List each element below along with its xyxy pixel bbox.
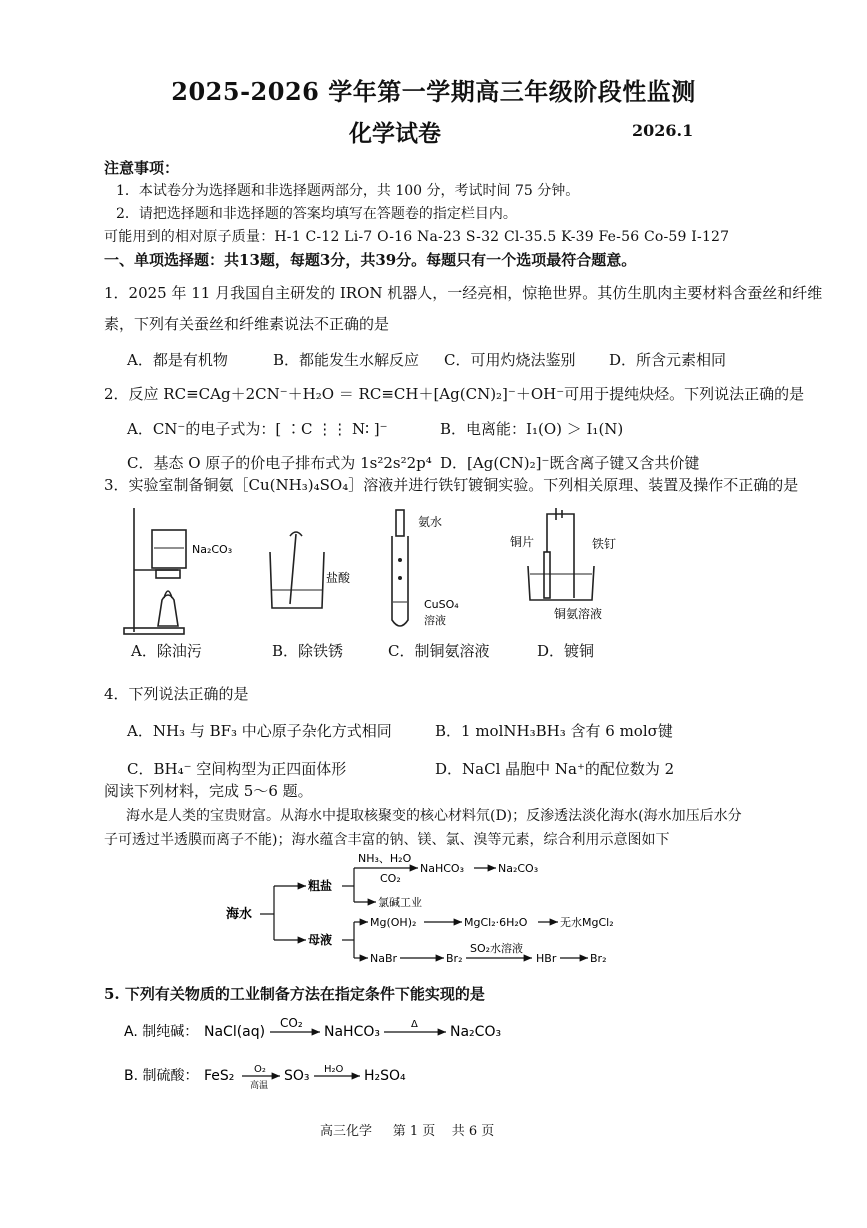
- q5-b-product: H₂SO₄: [364, 1068, 406, 1084]
- q5-a-intermediate: NaHCO₃: [324, 1024, 380, 1040]
- q5-b-label: B. 制硫酸：: [124, 1068, 199, 1084]
- q5-a-cond1: CO₂: [280, 1016, 303, 1030]
- reading-intro: 阅读下列材料，完成 5～6 题。: [104, 782, 313, 800]
- flow-anhydrous-mgcl2: 无水MgCl₂: [560, 916, 614, 929]
- q4-option-b[interactable]: B．1 molNH₃BH₃ 含有 6 molσ键: [435, 722, 673, 740]
- flow-seawater: 海水: [226, 907, 253, 922]
- atomic-masses: 可能用到的相对原子质量：H-1 C-12 Li-7 O-16 Na-23 S-32 Cl-35.5 K-39 Fe-56 Co-59 I-127: [104, 229, 730, 245]
- q1-option-d[interactable]: D．所含元素相同: [609, 351, 727, 369]
- note-item-2: 2．请把选择题和非选择题的答案均填写在答题卷的指定栏目内。: [116, 206, 517, 222]
- notes-heading: 注意事项：: [104, 159, 180, 177]
- section-heading: 一、单项选择题：共13题，每题3分，共39分。每题只有一个选项最符合题意。: [104, 251, 637, 269]
- label-ammonia: 氨水: [418, 515, 443, 529]
- footer-page: 第 1 页: [392, 1124, 436, 1139]
- q5-a-reactant: NaCl(aq): [204, 1024, 266, 1040]
- flow-chlor-alkali: 氯碱工业: [378, 896, 422, 909]
- q5-b-cond1: O₂: [254, 1064, 266, 1075]
- label-na2co3: Na₂CO₃: [192, 543, 233, 556]
- seawater-flow-diagram: [220, 850, 650, 975]
- q1-stem-line2: 素，下列有关蚕丝和纤维素说法不正确的是: [104, 315, 390, 333]
- page-title: 2025-2026 学年第一学期高三年级阶段性监测: [171, 77, 696, 106]
- flow-reagents: NH₃、H₂O: [358, 852, 412, 865]
- page-subtitle: 化学试卷: [349, 120, 441, 147]
- exam-date: 2026.1: [632, 121, 694, 140]
- q4-option-a[interactable]: A．NH₃ 与 BF₃ 中心原子杂化方式相同: [127, 722, 392, 740]
- flow-nabr: NaBr: [370, 952, 398, 965]
- q5-option-a[interactable]: [124, 1016, 501, 1040]
- flow-br2-b: Br₂: [590, 952, 607, 965]
- note-item-1: 1．本试卷分为选择题和非选择题两部分，共 100 分，考试时间 75 分钟。: [116, 183, 580, 199]
- footer-subject: 高三化学: [320, 1124, 373, 1139]
- q1-option-c[interactable]: C．可用灼烧法鉴别: [444, 351, 576, 369]
- q2-option-a[interactable]: A．CN⁻的电子式为：[ ∶C ⋮⋮ N∶ ]⁻: [127, 420, 388, 438]
- q5-a-product: Na₂CO₃: [450, 1024, 502, 1040]
- q5-options-equations: [124, 1012, 544, 1092]
- q3-stem: 3．实验室制备铜氨［Cu(NH₃)₄SO₄］溶液并进行铁钉镀铜实验。下列相关原理、装置及操作不正确的是: [104, 476, 799, 494]
- q5-a-cond2: Δ: [411, 1019, 418, 1030]
- q2-option-b[interactable]: B．电离能：I₁(O) ＞ I₁(N): [440, 420, 624, 438]
- label-hcl: 盐酸: [326, 571, 351, 585]
- flow-co2: CO₂: [380, 872, 401, 885]
- label-cuso4-solution: 溶液: [424, 614, 446, 627]
- flow-mgoh2: Mg(OH)₂: [370, 916, 417, 929]
- q5-b-cond1-temp: 高温: [250, 1081, 269, 1091]
- label-cu-sheet: 铜片: [510, 535, 535, 549]
- q4-option-c[interactable]: C．BH₄⁻ 空间构型为正四面体形: [127, 760, 347, 778]
- q5-option-b[interactable]: [124, 1064, 406, 1091]
- apparatus-a: [124, 508, 232, 634]
- flow-mgcl2-hydrate: MgCl₂·6H₂O: [464, 916, 528, 929]
- q4-stem: 4．下列说法正确的是: [104, 685, 249, 703]
- q5-b-intermediate: SO₃: [284, 1068, 310, 1084]
- apparatus-c: [392, 510, 459, 627]
- flow-nahco3: NaHCO₃: [420, 862, 464, 875]
- q3-option-b[interactable]: B．除铁锈: [272, 642, 344, 660]
- flow-hbr: HBr: [536, 952, 557, 965]
- flow-so2-solution: SO₂水溶液: [470, 942, 524, 955]
- q3-option-a[interactable]: A．除油污: [131, 642, 202, 660]
- flow-br2-a: Br₂: [446, 952, 463, 965]
- label-cuso4: CuSO₄: [424, 598, 459, 611]
- reading-para-line1: 海水是人类的宝贵财富。从海水中提取核聚变的核心材料氘(D)；反渗透法淡化海水(海水加压后水分: [126, 808, 742, 824]
- apparatus-b: [270, 532, 351, 608]
- q5-stem: 5. 下列有关物质的工业制备方法在指定条件下能实现的是: [104, 985, 485, 1003]
- footer: [320, 1120, 494, 1139]
- q2-option-d[interactable]: D．[Ag(CN)₂]⁻既含离子键又含共价键: [440, 454, 700, 472]
- q2-stem: 2．反应 RC≡CAg＋2CN⁻＋H₂O ＝ RC≡CH＋[Ag(CN)₂]⁻＋OH⁻可用于提纯炔烃。下列说法正确的是: [104, 385, 805, 403]
- q3-option-d[interactable]: D．镀铜: [537, 642, 595, 660]
- q1-option-b[interactable]: B．都能发生水解反应: [273, 351, 420, 369]
- q1-stem-line1: 1．2025 年 11 月我国自主研发的 IRON 机器人，一经亮相，惊艳世界。其仿生肌肉主要材料含蚕丝和纤维: [104, 284, 823, 302]
- flow-mother-liquor: 母液: [308, 933, 333, 947]
- flow-na2co3: Na₂CO₃: [498, 862, 539, 875]
- q3-option-c[interactable]: C．制铜氨溶液: [388, 642, 490, 660]
- footer-total: 共 6 页: [451, 1124, 495, 1139]
- label-iron-nail: 铁钉: [592, 537, 617, 551]
- flow-crude-salt: 粗盐: [308, 879, 333, 893]
- q5-b-cond2: H₂O: [324, 1064, 344, 1075]
- apparatus-d: [510, 508, 616, 621]
- q2-option-c[interactable]: C．基态 O 原子的价电子排布式为 1s²2s²2p⁴: [127, 454, 432, 472]
- q1-option-a[interactable]: A．都是有机物: [127, 351, 228, 369]
- q5-b-reactant: FeS₂: [204, 1068, 235, 1084]
- label-cu-ammonia-solution: 铜氨溶液: [554, 607, 603, 621]
- q5-a-label: A. 制纯碱：: [124, 1024, 199, 1040]
- q4-option-d[interactable]: D．NaCl 晶胞中 Na⁺的配位数为 2: [435, 760, 675, 778]
- reading-para-line2: 子可透过半透膜而离子不能)；海水蕴含丰富的钠、镁、氯、溴等元素，综合利用示意图如下: [104, 832, 670, 848]
